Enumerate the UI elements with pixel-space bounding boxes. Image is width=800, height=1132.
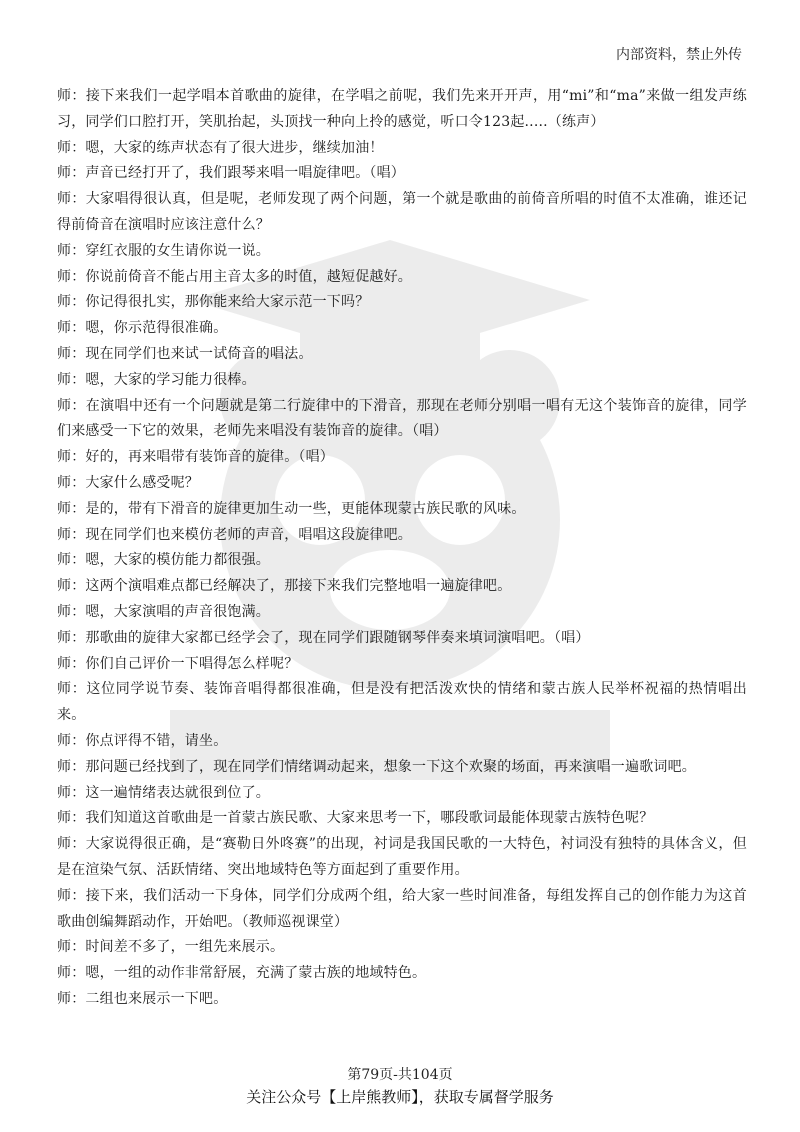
transcript-line: 师：嗯，你示范得很准确。 xyxy=(57,320,228,337)
transcript-line: 师：这一遍情绪表达就很到位了。 xyxy=(57,784,270,801)
footer-promo: 关注公众号【上岸熊教师】，获取专属督学服务 xyxy=(246,1088,554,1106)
transcript-line: 师：你说前倚音不能占用主音太多的时值，越短促越好。 xyxy=(57,268,412,285)
transcript-line: 师：嗯，大家演唱的声音很饱满。 xyxy=(57,603,270,620)
transcript-line: 师：接下来，我们活动一下身体，同学们分成两个组，给大家一些时间准备，每组发挥自己的创作能力为这首歌曲创编舞蹈动作，开始吧。（教师巡视课堂） xyxy=(57,887,747,930)
transcript-line: 师：那歌曲的旋律大家都已经学会了，现在同学们跟随钢琴伴奏来填词演唱吧。（唱） xyxy=(57,629,590,646)
transcript-line: 师：好的，再来唱带有装饰音的旋律。（唱） xyxy=(57,449,334,466)
transcript-line: 师：大家什么感受呢？ xyxy=(57,474,199,491)
transcript-line: 师：你们自己评价一下唱得怎么样呢？ xyxy=(57,655,299,672)
transcript-line: 师：穿红衣服的女生请你说一说。 xyxy=(57,242,270,259)
transcript-line: 师：我们知道这首歌曲是一首蒙古族民歌、大家来思考一下，哪段歌词最能体现蒙古族特色呢？ xyxy=(57,810,654,827)
transcript-line: 师：嗯，大家的练声状态有了很大进步，继续加油！ xyxy=(57,139,384,156)
transcript-line: 师：现在同学们也来试一试倚音的唱法。 xyxy=(57,345,313,362)
page-number: 第79页-共104页 xyxy=(347,1067,453,1083)
confidential-note: 内部资料，禁止外传 xyxy=(616,47,742,63)
transcript-line: 师：你记得很扎实，那你能来给大家示范一下吗？ xyxy=(57,294,370,311)
transcript-line: 师：二组也来展示一下吧。 xyxy=(57,990,228,1007)
transcript-line: 师：大家说得很正确，是“赛勒日外咚赛”的出现，衬词是我国民歌的一大特色，衬词没有独特的具体含义，但是在渲染气氛、活跃情绪、突出地域特色等方面起到了重要作用。 xyxy=(57,836,747,878)
transcript-line: 师：这位同学说节奏、装饰音唱得都很准确，但是没有把活泼欢快的情绪和蒙古族人民举杯祝福的热情唱出来。 xyxy=(57,681,747,724)
transcript-line: 师：嗯，大家的学习能力很棒。 xyxy=(57,371,256,388)
transcript-line: 师：那问题已经找到了，现在同学们情绪调动起来，想象一下这个欢聚的场面，再来演唱一遍歌词吧。 xyxy=(57,758,696,775)
transcript-line: 师：声音已经打开了，我们跟琴来唱一唱旋律吧。（唱） xyxy=(57,165,405,182)
transcript-line: 师：嗯，大家的模仿能力都很强。 xyxy=(57,552,270,569)
transcript-line: 师：时间差不多了，一组先来展示。 xyxy=(57,939,285,956)
transcript-line: 师：现在同学们也来模仿老师的声音，唱唱这段旋律吧。 xyxy=(57,526,412,543)
transcript-line: 师：在演唱中还有一个问题就是第二行旋律中的下滑音，那现在老师分别唱一唱有无这个装饰音的旋律，同学们来感受一下它的效果，老师先来唱没有装饰音的旋律。（唱） xyxy=(57,397,747,440)
transcript-line: 师：这两个演唱难点都已经解决了，那接下来我们完整地唱一遍旋律吧。 xyxy=(57,578,512,595)
transcript-line: 师：接下来我们一起学唱本首歌曲的旋律，在学唱之前呢，我们先来开开声，用“mi”和“ma”来做一组发声练习，同学们口腔打开，笑肌抬起，头顶找一种向上拎的感觉，听口令123起.....（练声） xyxy=(57,88,747,130)
transcript-line: 师：大家唱得很认真，但是呢，老师发现了两个问题，第一个就是歌曲的前倚音所唱的时值不太准确，谁还记得前倚音在演唱时应该注意什么？ xyxy=(57,191,747,233)
transcript-line: 师：你点评得不错，请坐。 xyxy=(57,732,228,749)
transcript-line: 师：是的，带有下滑音的旋律更加生动一些，更能体现蒙古族民歌的风味。 xyxy=(57,500,526,517)
transcript-body xyxy=(57,84,747,1013)
transcript-line: 师：嗯，一组的动作非常舒展，充满了蒙古族的地域特色。 xyxy=(57,965,427,982)
